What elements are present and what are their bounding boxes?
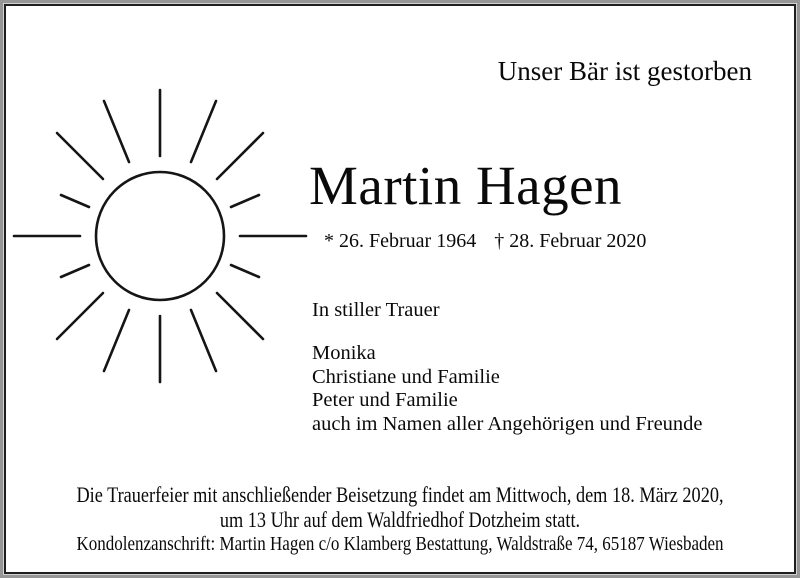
- mourner-name: Peter und Familie: [312, 389, 458, 411]
- life-dates: [324, 229, 646, 253]
- sun-icon: [10, 85, 310, 385]
- mourner-name: auch im Namen aller Angehörigen und Freunde: [312, 412, 703, 435]
- deceased-name: Martin Hagen: [309, 155, 622, 216]
- funeral-info-line-2: um 13 Uhr auf dem Waldfriedhof Dotzheim statt.: [219, 506, 581, 532]
- funeral-info-line-1: Die Trauerfeier mit anschließender Beisetzung findet am Mittwoch, dem 18. März 2020,: [76, 482, 724, 507]
- mourner-name: Monika: [312, 342, 376, 364]
- mourning-intro: In stiller Trauer: [312, 299, 440, 321]
- funeral-details: [0, 483, 800, 556]
- epitaph-text: Unser Bär ist gestorben: [497, 56, 752, 86]
- birth-date: * 26. Februar 1964: [324, 230, 477, 252]
- mourner-name: Christiane und Familie: [312, 365, 500, 388]
- death-date: † 28. Februar 2020: [494, 230, 647, 252]
- condolence-address: Kondolenzanschrift: Martin Hagen c/o Klamberg Bestattung, Waldstraße 74, 65187 Wiesbaden: [76, 533, 724, 555]
- mourners-list: [312, 342, 703, 436]
